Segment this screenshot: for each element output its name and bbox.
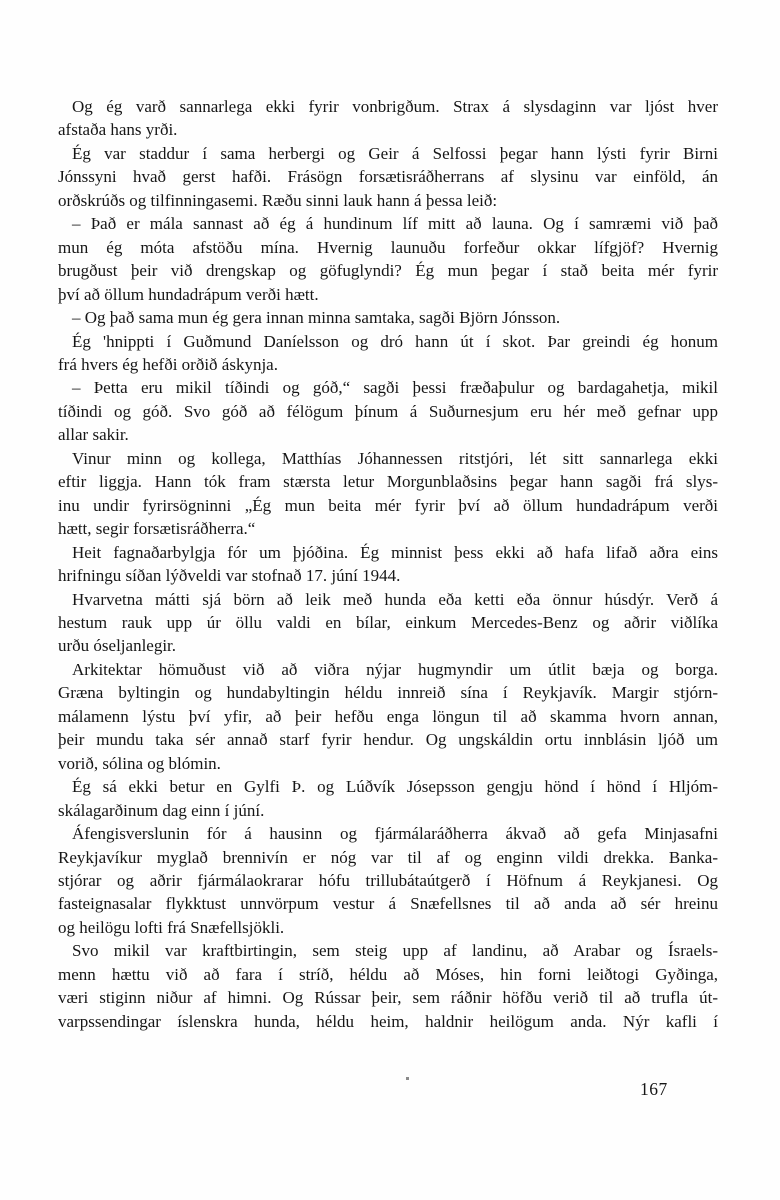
text-line: hestum rauk upp úr öllu valdi en bílar, einkum Mercedes-Benz og aðrir viðlíka (58, 612, 718, 632)
text-line: tíðindi og góð. Svo góð að félögum þínum á Suðurnesjum eru hér með gefnar upp (58, 401, 718, 421)
text-line: Ég 'hnippti í Guðmund Daníelsson og dró hann út í skot. Þar greindi ég honum (72, 331, 718, 351)
text-line: því að öllum hundadrápum verði hætt. (58, 284, 319, 304)
text-line: og heilögu lofti frá Snæfellsjökli. (58, 917, 285, 937)
text-line: Hvarvetna mátti sjá börn að leik með hunda eða ketti eða önnur húsdýr. Verð á (72, 589, 718, 609)
page-text (58, 95, 718, 1033)
stray-dot (406, 1077, 409, 1080)
text-line: frá hvers ég hefði orðið áskynja. (58, 354, 278, 374)
text-line: Jónssyni hvað gerst hafði. Frásögn forsætisráðherrans af slysinu var einföld, án (58, 167, 718, 187)
text-line: brugðust þeir við drengskap og göfuglyndi? Ég mun þegar í stað beita mér fyrir (58, 261, 718, 281)
text-line: skálagarðinum dag einn í júní. (58, 800, 265, 820)
text-line: þeir mundu taka sér annað starf fyrir hendur. Og ungskáldin ortu innblásin ljóð um (58, 730, 718, 750)
text-line: hrifningu síðan lýðveldi var stofnað 17. júní 1944. (58, 566, 401, 586)
text-line: orðskrúðs og tilfinningasemi. Ræðu sinni lauk hann á þessa leið: (58, 190, 498, 210)
text-line: mun ég móta afstöðu mína. Hvernig launuðu forfeður okkar lífgjöf? Hvernig (58, 237, 718, 257)
text-line: varpssendingar íslenskra hunda, héldu heim, haldnir heilögum anda. Nýr kafli í (58, 1011, 718, 1031)
text-line: fasteignasalar flykktust unnvörpum vestur á Snæfellsnes til að anda að sér hreinu (58, 894, 718, 914)
text-line: málamenn lýstu því yfir, að þeir hefðu enga löngun til að skamma hvorn annan, (58, 706, 718, 726)
text-line: Heit fagnaðarbylgja fór um þjóðina. Ég minnist þess ekki að hafa lifað aðra eins (72, 542, 718, 562)
text-line: allar sakir. (58, 425, 129, 445)
text-line: – Þetta eru mikil tíðindi og góð,“ sagði þessi fræðaþulur og bardagahetja, mikil (72, 378, 718, 398)
page-number: 167 (640, 1079, 668, 1099)
text-line: eftir liggja. Hann tók fram stærsta letur Morgunblaðsins þegar hann sagði frá slys- (58, 472, 718, 492)
text-line: Áfengisverslunin fór á hausinn og fjármálaráðherra ákvað að gefa Minjasafni (72, 824, 718, 844)
text-line: inu undir fyrirsögninni „Ég mun beita mér fyrir því að öllum hundadrápum verði (58, 495, 718, 515)
text-line: Græna byltingin og hundabyltingin héldu innreið sína í Reykjavík. Margir stjórn- (58, 683, 718, 703)
text-line: stjórar og aðrir fjármálaokrarar hófu trillubátaútgerð í Höfnum á Reykjanesi. Og (58, 870, 718, 890)
text-line: væri stiginn niður af himni. Og Rússar þeir, sem ráðnir höfðu verið til að trufla út- (58, 988, 718, 1008)
text-line: Reykjavíkur myglað brennivín er nóg var til af og enginn vildi drekka. Banka- (58, 847, 718, 867)
text-line: Vinur minn og kollega, Matthías Jóhannessen ritstjóri, lét sitt sannarlega ekki (72, 448, 718, 468)
text-line: hætt, segir forsætisráðherra.“ (58, 519, 256, 539)
text-line: afstaða hans yrði. (58, 120, 178, 140)
text-line: Og ég varð sannarlega ekki fyrir vonbrigðum. Strax á slysdaginn var ljóst hver (72, 97, 718, 116)
text-line: vorið, sólina og blómin. (58, 753, 221, 773)
text-line: Ég var staddur í sama herbergi og Geir á Selfossi þegar hann lýsti fyrir Birni (72, 143, 718, 163)
text-line: menn hættu við að fara í stríð, héldu að Móses, hin forni leiðtogi Gyðinga, (58, 964, 718, 984)
text-line: – Það er mála sannast að ég á hundinum líf mitt að launa. Og í samræmi við það (72, 214, 718, 234)
text-line: Svo mikil var kraftbirtingin, sem steig upp af landinu, að Arabar og Ísraels- (72, 941, 718, 961)
text-line: Arkitektar hömuðust við að viðra nýjar hugmyndir um útlit bæja og borga. (72, 659, 718, 679)
text-line: urðu óseljanlegir. (58, 636, 177, 656)
text-line: Ég sá ekki betur en Gylfi Þ. og Lúðvík Jósepsson gengju hönd í hönd í Hljóm- (72, 777, 718, 797)
text-line: – Og það sama mun ég gera innan minna samtaka, sagði Björn Jónsson. (72, 308, 561, 328)
